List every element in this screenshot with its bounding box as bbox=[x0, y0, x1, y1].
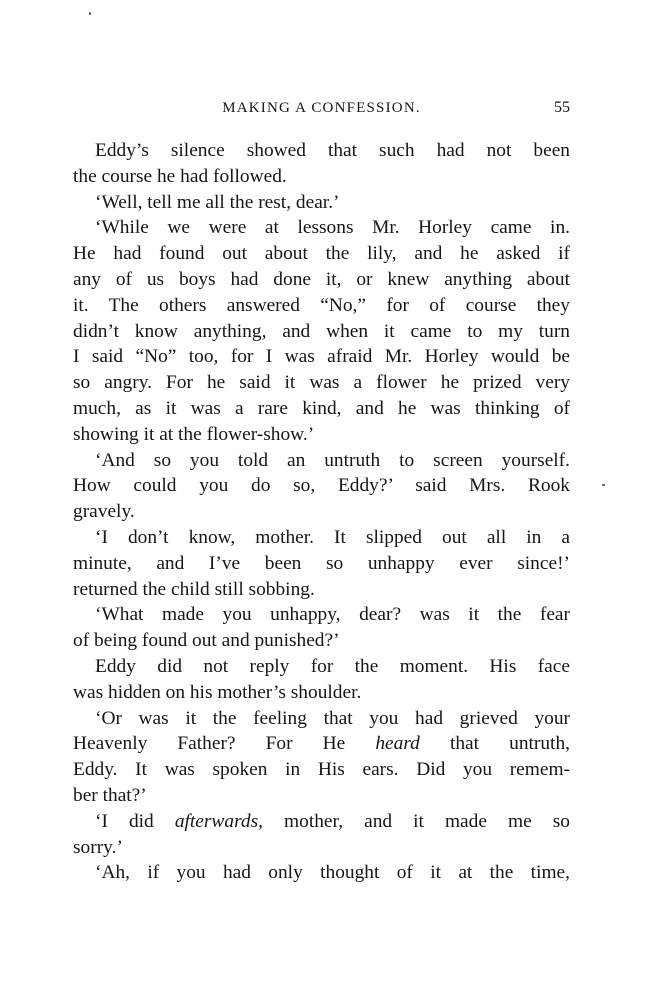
paragraph bbox=[73, 215, 570, 447]
text-line: How could you do so, Eddy?’ said Mrs. Rook bbox=[73, 475, 570, 497]
text-line: ‘Well, tell me all the rest, dear.’ bbox=[95, 191, 340, 213]
text-line: gravely. bbox=[73, 501, 135, 523]
running-title: MAKING A CONFESSION. bbox=[222, 100, 421, 116]
text-line: much, as it was a rare kind, and he was thinking of bbox=[73, 397, 570, 419]
paragraph bbox=[73, 602, 570, 654]
paper-speck bbox=[89, 12, 91, 15]
emphasis: afterwards bbox=[174, 810, 259, 832]
text-line: ‘I did afterwards, mother, and it made me so bbox=[95, 810, 571, 832]
text-line: the course he had followed. bbox=[73, 165, 287, 187]
text-line: Heavenly Father? For He heard that untruth, bbox=[73, 733, 570, 755]
text-line: Eddy. It was spoken in His ears. Did you remem- bbox=[73, 759, 570, 781]
text-line: it. The others answered “No,” for of course they bbox=[73, 294, 570, 316]
text-line: He had found out about the lily, and he asked if bbox=[73, 243, 570, 265]
text-line: showing it at the flower-show.’ bbox=[73, 423, 315, 445]
text-line: ‘And so you told an untruth to screen yourself. bbox=[95, 449, 570, 471]
text-line: was hidden on his mother’s shoulder. bbox=[73, 681, 362, 703]
text-line: minute, and I’ve been so unhappy ever since!’ bbox=[73, 552, 570, 574]
text-line: ber that?’ bbox=[73, 784, 147, 806]
paper-speck bbox=[602, 484, 605, 486]
paragraph bbox=[73, 706, 570, 809]
page-number: 55 bbox=[554, 99, 570, 116]
paragraph bbox=[73, 860, 570, 886]
text-line: ‘Ah, if you had only thought of it at the time, bbox=[95, 862, 570, 884]
text-line: so angry. For he said it was a flower he prized very bbox=[73, 372, 570, 394]
text-line: Eddy did not reply for the moment. His face bbox=[95, 655, 570, 677]
paragraph bbox=[73, 448, 570, 525]
text-line: Eddy’s silence showed that such had not been bbox=[95, 140, 570, 161]
paragraph bbox=[73, 809, 570, 861]
running-head bbox=[73, 98, 570, 120]
paragraph bbox=[73, 654, 570, 706]
text-line: ‘Or was it the feeling that you had grieved your bbox=[95, 707, 570, 729]
paragraph bbox=[73, 138, 570, 190]
text-line: ‘What made you unhappy, dear? was it the fear bbox=[95, 604, 570, 626]
paragraph bbox=[73, 525, 570, 602]
body-text bbox=[73, 138, 570, 886]
text-line: any of us boys had done it, or knew anything about bbox=[73, 268, 570, 290]
paragraph bbox=[73, 190, 570, 216]
text-line: sorry.’ bbox=[73, 836, 123, 858]
text-line: I said “No” too, for I was afraid Mr. Horley would be bbox=[73, 346, 570, 368]
text-line: returned the child still sobbing. bbox=[73, 578, 315, 600]
emphasis: heard bbox=[375, 733, 420, 755]
text-line: didn’t know anything, and when it came to my turn bbox=[73, 320, 570, 342]
text-line: of being found out and punished?’ bbox=[73, 630, 340, 652]
text-line: ‘I don’t know, mother. It slipped out all in a bbox=[95, 526, 570, 548]
text-line: ‘While we were at lessons Mr. Horley came in. bbox=[95, 217, 570, 239]
